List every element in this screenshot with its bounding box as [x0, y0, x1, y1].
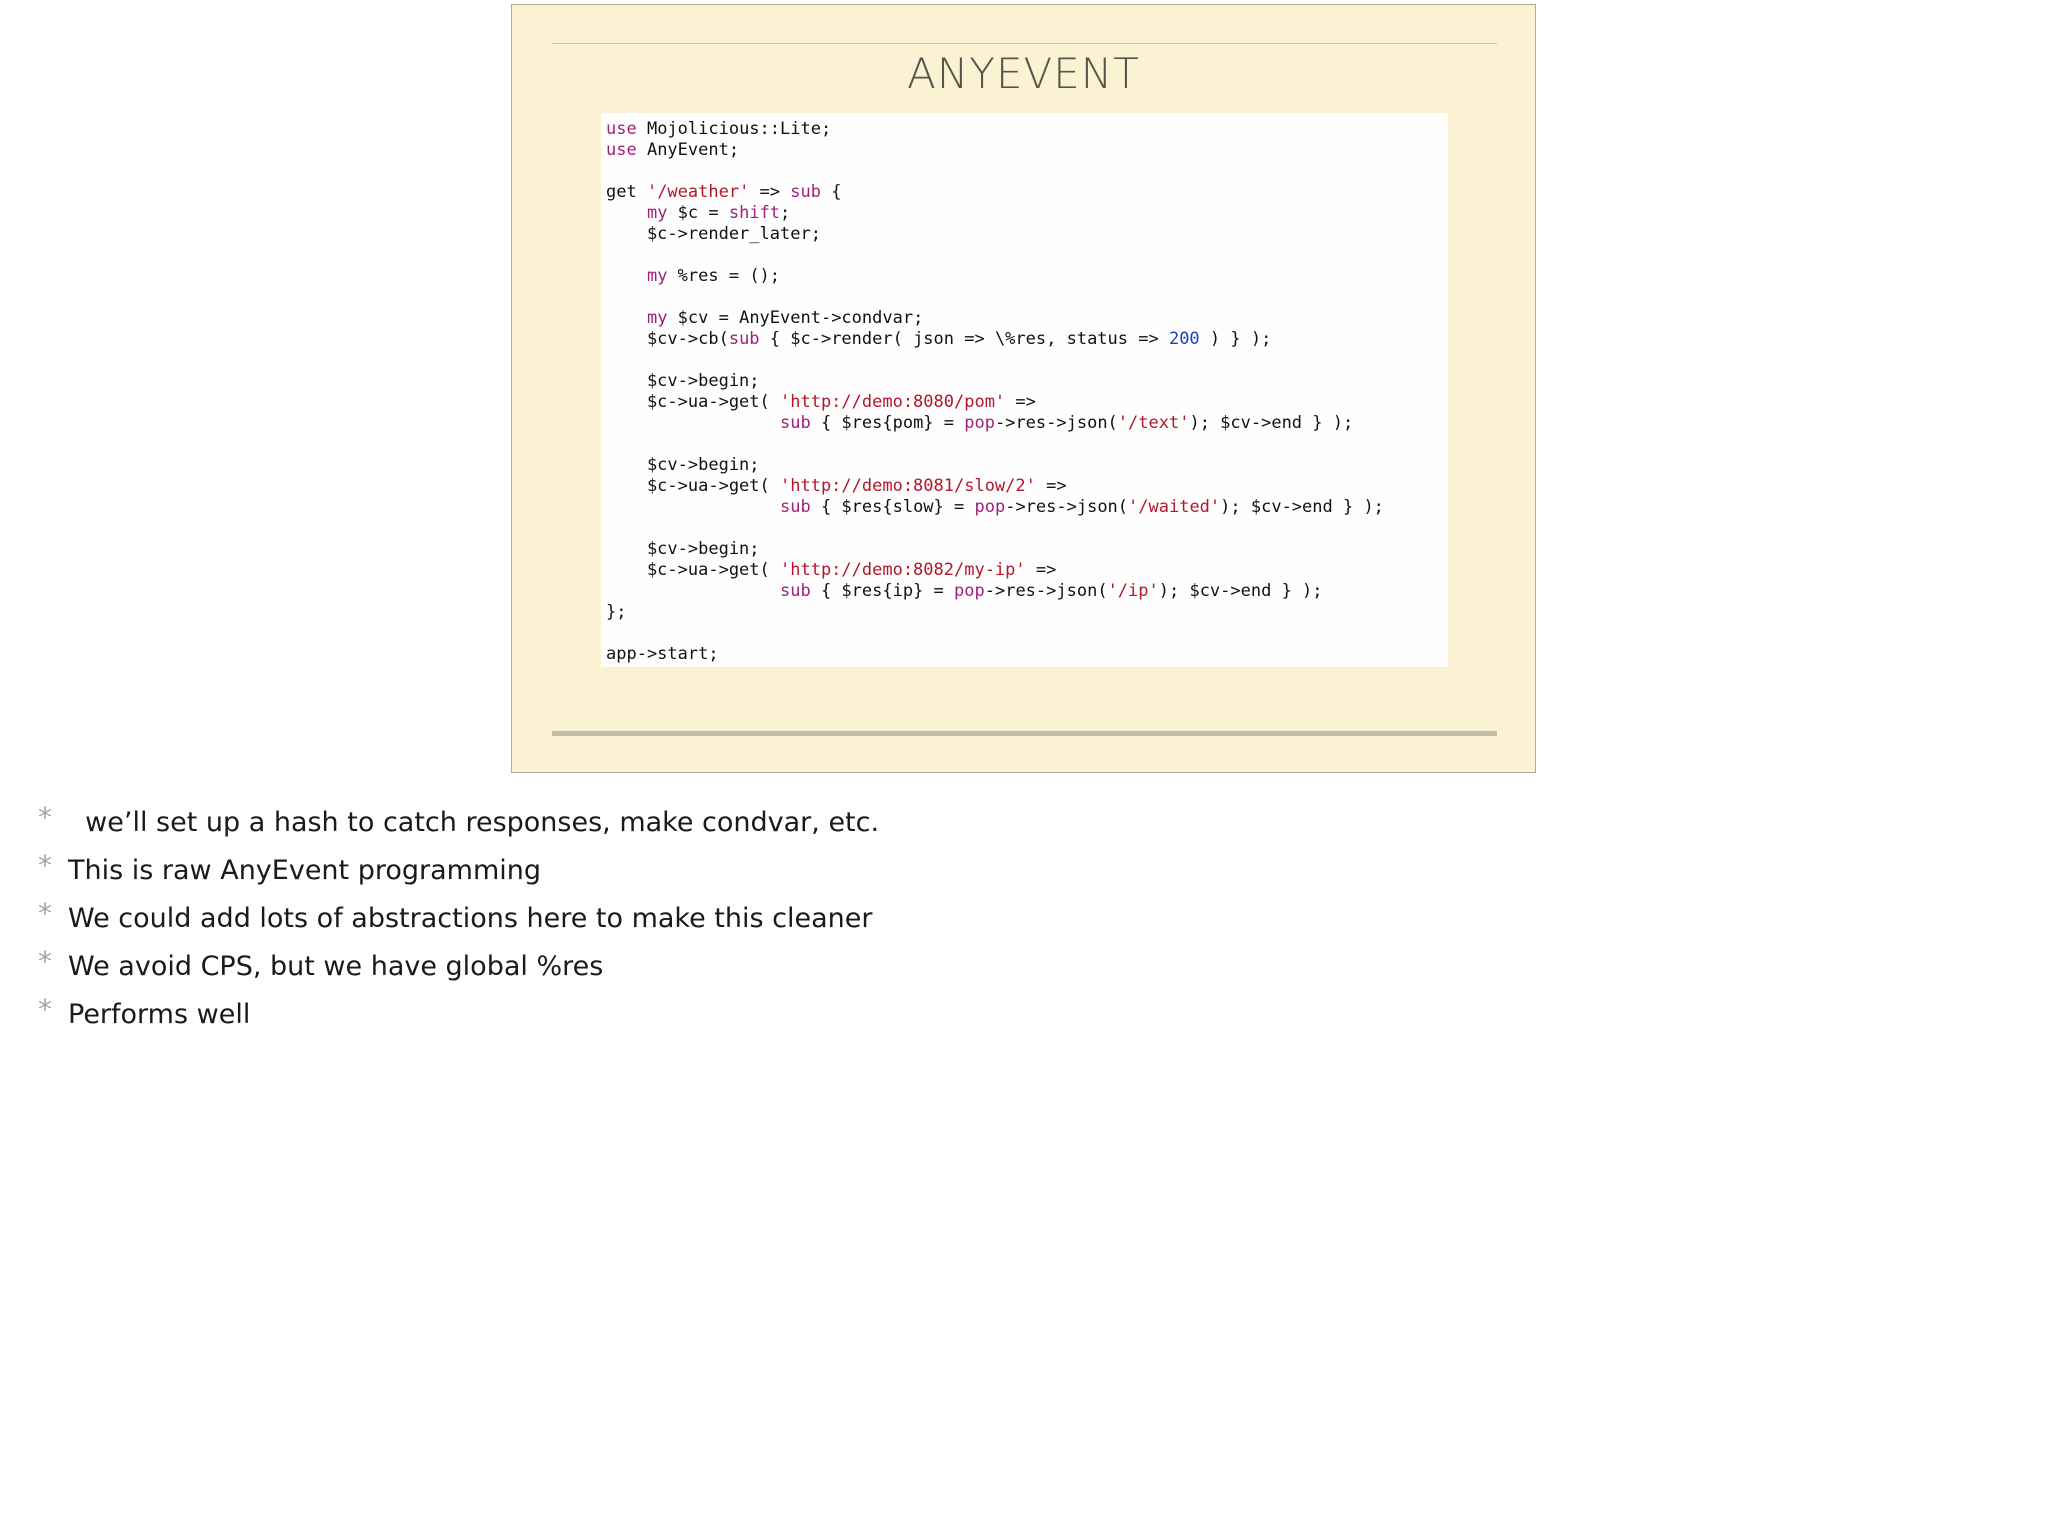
code-line	[606, 602, 626, 622]
code-number: 200	[1168, 329, 1200, 349]
code-text: AnyEvent;	[636, 140, 740, 160]
code-text: ); $cv->end } );	[1158, 581, 1323, 601]
code-text: {	[820, 182, 842, 202]
code-keyword: my	[646, 266, 668, 286]
code-line	[606, 476, 1067, 496]
code-text: ->res->json(	[1005, 497, 1129, 517]
code-text: { $c->render( json => \%res, status =>	[759, 329, 1169, 349]
code-line	[606, 560, 1056, 580]
slide-bottom-rule	[552, 731, 1497, 736]
code-keyword: sub	[780, 413, 811, 433]
code-keyword: shift	[728, 203, 781, 223]
note-text: we’ll set up a hash to catch responses, make condvar, etc.	[68, 807, 880, 838]
bullet-asterisk-icon: *	[38, 801, 52, 834]
bullet-asterisk-icon: *	[38, 849, 52, 882]
code-string: '/ip'	[1107, 581, 1159, 601]
code-text: $cv->begin;	[606, 371, 760, 391]
slide-top-rule	[552, 43, 1497, 44]
code-line	[606, 203, 790, 223]
code-line	[606, 266, 780, 286]
code-text	[606, 266, 647, 286]
code-string: 'http://demo:8081/slow/2'	[780, 476, 1036, 496]
code-text	[606, 497, 780, 517]
code-text: $c =	[667, 203, 729, 223]
code-text: { $res{ip} =	[810, 581, 955, 601]
code-string: 'http://demo:8080/pom'	[780, 392, 1006, 412]
code-text: ) } );	[1199, 329, 1272, 349]
note-text: We could add lots of abstractions here to make this cleaner	[68, 903, 873, 934]
code-keyword: pop	[954, 581, 985, 601]
code-string: '/weather'	[646, 182, 750, 202]
code-keyword: my	[646, 308, 668, 328]
code-keyword: pop	[964, 413, 995, 433]
code-text: app->start;	[606, 644, 719, 664]
code-text: get	[606, 182, 647, 202]
code-keyword: sub	[728, 329, 760, 349]
code-keyword: sub	[790, 182, 821, 202]
code-text	[606, 413, 780, 433]
code-line	[606, 581, 1323, 601]
code-keyword: my	[646, 203, 668, 223]
bullet-asterisk-icon: *	[38, 945, 52, 978]
slide-frame	[511, 4, 1536, 773]
code-string: 'http://demo:8082/my-ip'	[780, 560, 1026, 580]
code-text: { $res{pom} =	[810, 413, 965, 433]
code-text: $c->render_later;	[606, 224, 821, 244]
slide-title: ANYEVENT	[907, 49, 1140, 98]
code-keyword: sub	[780, 581, 811, 601]
code-text: $c->ua->get(	[606, 560, 780, 580]
code-string: '/text'	[1117, 413, 1190, 433]
code-text: $c->ua->get(	[606, 392, 780, 412]
code-text: ); $cv->end } );	[1189, 413, 1354, 433]
code-listing	[606, 119, 1448, 665]
code-text: { $res{slow} =	[810, 497, 975, 517]
note-text: Performs well	[68, 999, 251, 1030]
code-text: $c->ua->get(	[606, 476, 780, 496]
code-keyword: use	[606, 119, 637, 139]
code-line	[606, 140, 739, 160]
code-text: ;	[780, 203, 791, 223]
note-text: This is raw AnyEvent programming	[68, 855, 542, 886]
code-keyword: use	[606, 140, 637, 160]
code-text: =>	[1025, 560, 1057, 580]
code-text: $cv->begin;	[606, 455, 760, 475]
code-line	[606, 308, 923, 328]
code-text: };	[606, 602, 627, 622]
code-line	[606, 182, 841, 202]
code-text: ->res->json(	[994, 413, 1118, 433]
code-text	[606, 203, 647, 223]
code-line	[606, 224, 821, 244]
code-line	[606, 644, 719, 664]
code-text: =>	[749, 182, 791, 202]
code-line	[606, 539, 760, 559]
code-line	[606, 455, 760, 475]
code-line	[606, 392, 1036, 412]
code-keyword: sub	[780, 497, 811, 517]
bullet-asterisk-icon: *	[38, 897, 52, 930]
code-text: $cv->begin;	[606, 539, 760, 559]
code-text: $cv = AnyEvent->condvar;	[667, 308, 924, 328]
code-string: '/waited'	[1128, 497, 1221, 517]
code-text: ); $cv->end } );	[1220, 497, 1384, 517]
code-text: ->res->json(	[984, 581, 1108, 601]
code-keyword: pop	[974, 497, 1006, 517]
code-line	[606, 371, 760, 391]
code-line	[606, 329, 1271, 349]
code-block	[601, 113, 1448, 667]
code-line	[606, 119, 831, 139]
note-text: We avoid CPS, but we have global %res	[68, 951, 604, 982]
code-text: $cv->cb(	[606, 329, 729, 349]
code-text: Mojolicious::Lite;	[636, 119, 832, 139]
code-text: =>	[1035, 476, 1067, 496]
code-text	[606, 581, 780, 601]
code-line	[606, 497, 1384, 517]
bullet-asterisk-icon: *	[38, 993, 52, 1026]
code-text: %res = ();	[667, 266, 781, 286]
code-line	[606, 413, 1353, 433]
code-text	[606, 308, 647, 328]
code-text: =>	[1005, 392, 1036, 412]
